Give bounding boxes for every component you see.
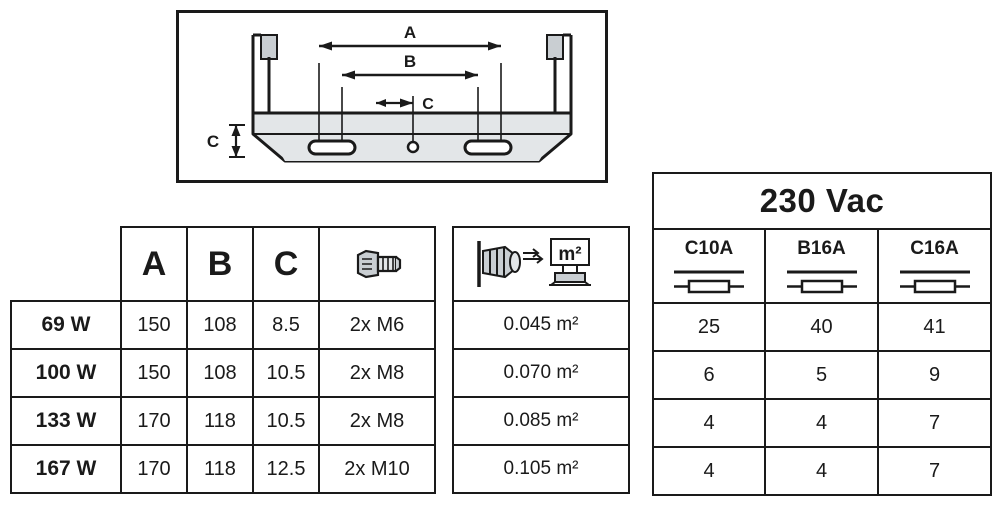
value-b: 108: [187, 349, 253, 397]
value-c10a: 6: [653, 351, 765, 399]
power-label: 133 W: [11, 397, 121, 445]
table-row: [653, 303, 991, 351]
power-label: 167 W: [11, 445, 121, 493]
value-a: 150: [121, 301, 187, 349]
voltage-breaker-table: [652, 172, 992, 496]
value-a: 170: [121, 397, 187, 445]
dimensions-header-row: [11, 227, 435, 301]
area-value: 0.105 m²: [453, 445, 629, 493]
fuse-icon: [672, 265, 746, 295]
value-b: 118: [187, 397, 253, 445]
value-c16a: 7: [878, 399, 991, 447]
table-row: [11, 349, 435, 397]
center-hole: [408, 142, 418, 152]
value-b16a: 5: [765, 351, 878, 399]
value-c16a: 41: [878, 303, 991, 351]
wind-load-area-table: [452, 226, 630, 494]
table-row: [453, 445, 629, 493]
breaker-header-c16a: [878, 229, 991, 303]
value-c10a: 4: [653, 447, 765, 495]
area-value: 0.045 m²: [453, 301, 629, 349]
value-c: 8.5: [253, 301, 319, 349]
dimensions-table: [10, 226, 436, 494]
value-screw: 2x M10: [319, 445, 435, 493]
table-row: [11, 397, 435, 445]
value-b16a: 4: [765, 399, 878, 447]
table-row: [653, 399, 991, 447]
dimensions-corner-cell: [11, 227, 121, 301]
value-c10a: 25: [653, 303, 765, 351]
dimensions-header-b: B: [187, 227, 253, 301]
value-b: 108: [187, 301, 253, 349]
area-header-row: [453, 227, 629, 301]
area-value: 0.070 m²: [453, 349, 629, 397]
power-label: 100 W: [11, 349, 121, 397]
value-c16a: 9: [878, 351, 991, 399]
table-row: [453, 397, 629, 445]
value-c16a: 7: [878, 447, 991, 495]
breaker-header-b16a: [765, 229, 878, 303]
area-header-cell: [453, 227, 629, 301]
breaker-header-row: [653, 229, 991, 303]
svg-text:C: C: [206, 132, 220, 151]
table-row: [11, 301, 435, 349]
left-post: [253, 35, 277, 113]
breaker-label: B16A: [797, 237, 846, 259]
area-value: 0.085 m²: [453, 397, 629, 445]
value-screw: 2x M6: [319, 301, 435, 349]
svg-text:m²: m²: [558, 244, 582, 265]
dimension-c-vertical: [207, 125, 245, 157]
value-c10a: 4: [653, 399, 765, 447]
bracket-cross-section-diagram: [179, 13, 605, 180]
svg-text:B: B: [403, 52, 417, 71]
value-screw: 2x M8: [319, 397, 435, 445]
svg-text:A: A: [403, 23, 417, 42]
value-b: 118: [187, 445, 253, 493]
right-post: [547, 35, 571, 113]
screw-icon: [348, 244, 406, 284]
svg-text:C: C: [422, 96, 434, 113]
dimensions-header-a: A: [121, 227, 187, 301]
table-row: [453, 301, 629, 349]
table-row: [653, 351, 991, 399]
dimensions-header-screw: [319, 227, 435, 301]
value-c: 10.5: [253, 397, 319, 445]
mounting-slot-right: [465, 141, 511, 154]
dimensions-header-c: C: [253, 227, 319, 301]
value-c: 10.5: [253, 349, 319, 397]
breaker-label: C10A: [684, 237, 734, 259]
breaker-header-c10a: [653, 229, 765, 303]
bracket-plate: [253, 113, 571, 161]
table-row: [653, 447, 991, 495]
value-a: 170: [121, 445, 187, 493]
value-c: 12.5: [253, 445, 319, 493]
fuse-icon: [898, 265, 972, 295]
value-screw: 2x M8: [319, 349, 435, 397]
value-a: 150: [121, 349, 187, 397]
table-row: [11, 445, 435, 493]
voltage-title-row: [653, 173, 991, 229]
mounting-slot-left: [309, 141, 355, 154]
breaker-label: C16A: [910, 237, 959, 259]
value-b16a: 40: [765, 303, 878, 351]
table-row: [453, 349, 629, 397]
value-b16a: 4: [765, 447, 878, 495]
wind-load-surface-area-icon: [471, 235, 611, 293]
fuse-icon: [785, 265, 859, 295]
voltage-title: 230 Vac: [653, 173, 991, 229]
power-label: 69 W: [11, 301, 121, 349]
bracket-diagram-panel: [176, 10, 608, 183]
